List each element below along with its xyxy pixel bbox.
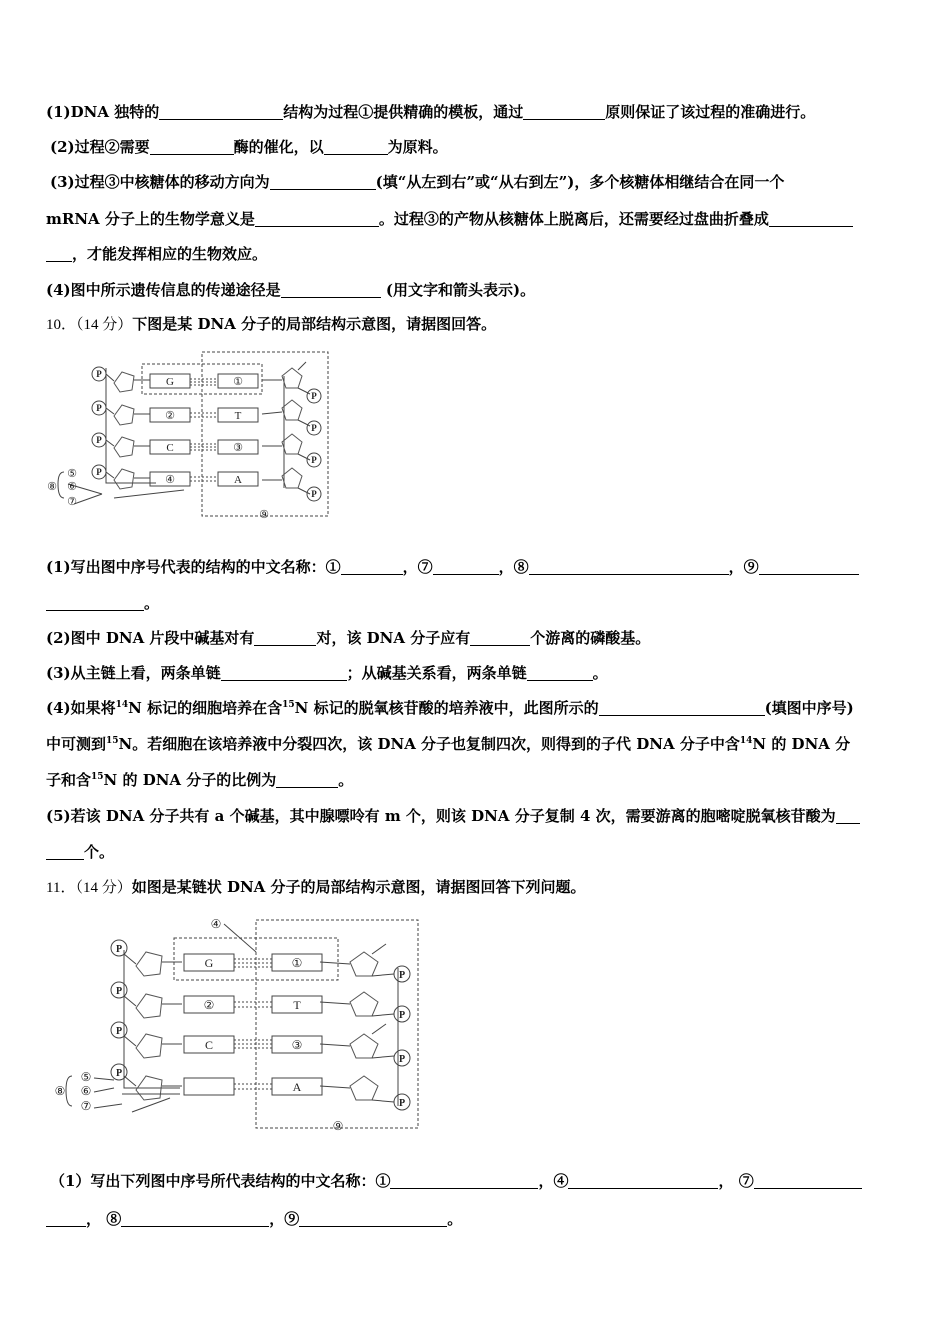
answer-blank[interactable] [46, 245, 72, 262]
structure-label: ⑤ [67, 468, 77, 480]
q9-part3-line2 [46, 208, 916, 230]
q10-part1-line2 [46, 592, 916, 614]
q10-stem [46, 313, 916, 336]
superscript: 14 [739, 736, 753, 746]
text: N 标记的脱氧核苷酸的培养液中，此图所示的 [294, 699, 599, 717]
base-label: ① [291, 956, 303, 970]
text: 个。 [84, 843, 115, 861]
structure-label: ⑦ [80, 1099, 92, 1113]
question-number: 11． [46, 880, 76, 896]
text: ，④ [538, 1172, 569, 1190]
text: N。若细胞在该培养液中分裂四次，该 DNA 分子也复制四次，则得到的子代 DNA 分子中含 [118, 735, 740, 753]
text: (3)过程③中核糖体的移动方向为 [50, 173, 270, 191]
structure-label: ④ [210, 917, 222, 931]
text: (3)从主链上看，两条单链 [46, 664, 221, 682]
phosphate-label: P [96, 403, 102, 413]
structure-label: ⑧ [47, 481, 57, 493]
text: 酶的催化，以 [233, 138, 324, 156]
q9-part3-line1 [50, 171, 920, 193]
q9-part4 [46, 279, 916, 301]
phosphate-label: P [115, 944, 123, 955]
phosphate-label: P [398, 1054, 406, 1065]
answer-blank[interactable] [281, 281, 381, 298]
phosphate-label: P [96, 467, 102, 477]
text: ，⑨ [728, 558, 759, 576]
question-number: 10． [46, 317, 77, 333]
phosphate-label: P [115, 1026, 123, 1037]
q9-part1 [46, 101, 916, 123]
base-label: T [234, 410, 242, 422]
answer-blank[interactable] [470, 629, 530, 646]
structure-label: ⑦ [67, 496, 77, 508]
text: 结构为过程①提供精确的模板，通过 [283, 103, 524, 121]
base-label: ② [165, 410, 175, 422]
text: ；从碱基关系看，两条单链 [346, 664, 527, 682]
structure-label: ⑤ [80, 1070, 92, 1084]
q11-part1-line2 [46, 1208, 916, 1230]
q11-stem [46, 876, 916, 899]
answer-blank[interactable] [527, 664, 593, 681]
text: (填图中序号) [764, 699, 854, 717]
superscript: 15 [91, 772, 104, 782]
text: (填“从左到右”或“从右到左”)，多个核糖体相继结合在同一个 [375, 173, 785, 191]
answer-blank[interactable] [754, 1172, 862, 1189]
answer-blank[interactable] [121, 1210, 269, 1227]
phosphate-label: P [115, 986, 123, 997]
answer-blank[interactable] [769, 210, 853, 227]
structure-label: ⑧ [54, 1084, 66, 1098]
answer-blank[interactable] [324, 138, 388, 155]
text: mRNA 分子上的生物学意义是 [46, 210, 255, 228]
superscript: 14 [115, 700, 129, 710]
text: ，⑦ [402, 558, 433, 576]
text: 原则保证了该过程的准确进行。 [605, 103, 816, 121]
answer-blank[interactable] [150, 138, 234, 155]
phosphate-label: P [311, 391, 317, 401]
text: 。 [447, 1210, 463, 1228]
text: 。 [338, 771, 354, 789]
base-label: C [204, 1038, 214, 1052]
text: N 的 DNA 分子的比例为 [103, 771, 277, 789]
text: ， ⑧ [86, 1210, 122, 1228]
answer-blank[interactable] [254, 629, 316, 646]
structure-label: ⑨ [259, 509, 269, 520]
phosphate-label: P [311, 489, 317, 499]
q10-part4-line2 [46, 733, 916, 755]
q10-part3 [46, 662, 916, 684]
answer-blank[interactable] [759, 558, 859, 575]
dna-structure-figure-q10 [44, 348, 334, 520]
answer-blank[interactable] [255, 210, 379, 227]
answer-blank[interactable] [221, 664, 347, 681]
answer-blank[interactable] [529, 558, 729, 575]
phosphate-label: P [115, 1068, 123, 1079]
q9-part3-line3 [46, 243, 916, 265]
text: ， ⑦ [718, 1172, 754, 1190]
text: N 标记的细胞培养在含 [128, 699, 283, 717]
answer-blank[interactable] [46, 594, 144, 611]
structure-label: ⑨ [332, 1119, 344, 1133]
answer-blank[interactable] [299, 1210, 447, 1227]
answer-blank[interactable] [270, 173, 376, 190]
superscript: 15 [282, 700, 295, 710]
text: （1）写出下列图中序号所代表结构的中文名称：① [50, 1172, 391, 1190]
q9-part2 [50, 136, 920, 158]
answer-blank[interactable] [390, 1172, 538, 1189]
base-label: ② [203, 998, 215, 1012]
base-label: G [166, 376, 174, 388]
base-label: A [234, 474, 242, 486]
q10-part4-line1 [46, 697, 916, 719]
phosphate-label: P [311, 423, 317, 433]
text: (4)如果将 [46, 699, 116, 717]
answer-blank[interactable] [276, 771, 338, 788]
text: (4)图中所示遗传信息的传递途径是 [46, 281, 281, 299]
answer-blank[interactable] [523, 103, 605, 120]
question-stem: 如图是某链状 DNA 分子的局部结构示意图，请据图回答下列问题。 [131, 878, 586, 896]
base-label: ① [233, 376, 243, 388]
answer-blank[interactable] [599, 699, 765, 716]
text: 为原料。 [387, 138, 448, 156]
text: ，才能发挥相应的生物效应。 [72, 245, 268, 263]
question-stem: 下图是某 DNA 分子的局部结构示意图，请据图回答。 [132, 315, 497, 333]
q10-part5-line1 [46, 805, 916, 827]
text: (2)图中 DNA 片段中碱基对有 [46, 629, 255, 647]
text: 。过程③的产物从核糖体上脱离后，还需要经过盘曲折叠成 [378, 210, 769, 228]
answer-blank[interactable] [341, 558, 403, 575]
q10-part5-line2 [46, 841, 916, 863]
q10-part4-line3 [46, 769, 916, 791]
text: (2)过程②需要 [50, 138, 150, 156]
dna-structure-figure-q11 [50, 912, 420, 1134]
answer-blank[interactable] [568, 1172, 718, 1189]
text: N 的 DNA 分 [752, 735, 851, 753]
phosphate-label: P [398, 1010, 406, 1021]
text: (5)若该 DNA 分子共有 a 个碱基，其中腺嘌呤有 m 个，则该 DNA 分子复制 4 次，需要游离的胞嘧啶脱氧核苷酸为 [46, 807, 836, 825]
text: (1)DNA 独特的 [46, 103, 160, 121]
text: ，⑧ [498, 558, 529, 576]
base-label: ③ [291, 1038, 303, 1052]
answer-blank[interactable] [433, 558, 499, 575]
text: 个游离的磷酸基。 [530, 629, 651, 647]
answer-blank[interactable] [46, 1210, 86, 1227]
text: ，⑨ [269, 1210, 300, 1228]
question-score: （14 分） [75, 880, 132, 896]
base-label: ④ [165, 474, 175, 486]
text: 子和含 [46, 771, 92, 789]
phosphate-label: P [311, 455, 317, 465]
question-score: （14 分） [76, 317, 133, 333]
base-label: G [204, 956, 214, 970]
structure-label: ⑥ [67, 481, 77, 493]
phosphate-label: P [398, 1098, 406, 1109]
q10-part2 [46, 627, 916, 649]
answer-blank[interactable] [46, 843, 84, 860]
base-label: T [293, 998, 301, 1012]
phosphate-label: P [96, 435, 102, 445]
text: (用文字和箭头表示)。 [385, 281, 536, 299]
text: 中可测到 [46, 735, 107, 753]
text: 。 [592, 664, 608, 682]
structure-label: ⑥ [80, 1084, 92, 1098]
text: (1)写出图中序号代表的结构的中文名称：① [46, 558, 341, 576]
phosphate-label: P [398, 970, 406, 981]
base-label: A [292, 1080, 302, 1094]
q10-part1-line1 [46, 556, 916, 578]
text: 。 [144, 594, 160, 612]
answer-blank[interactable] [836, 807, 860, 824]
base-label: ③ [233, 442, 243, 454]
answer-blank[interactable] [159, 103, 283, 120]
base-label: C [166, 442, 174, 454]
q11-part1-line1 [50, 1170, 920, 1192]
text: 对，该 DNA 分子应有 [316, 629, 471, 647]
superscript: 15 [106, 736, 119, 746]
phosphate-label: P [96, 369, 102, 379]
